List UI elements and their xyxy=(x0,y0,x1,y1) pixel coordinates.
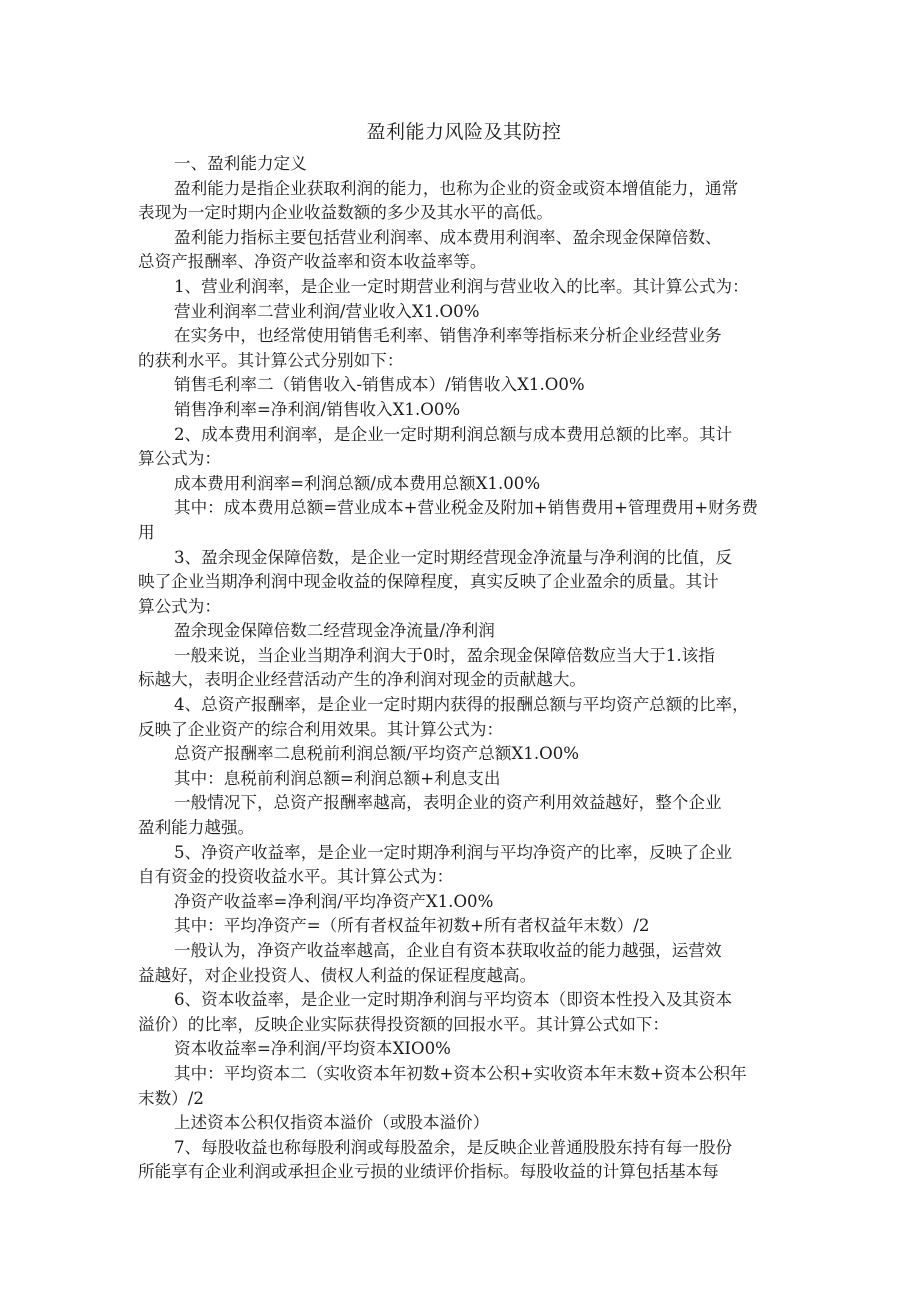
text-line: 总资产报酬率二息税前利润总额/平均资产总额X1.O0% xyxy=(174,744,580,764)
text-line: 末数）/2 xyxy=(138,1088,204,1108)
document-page xyxy=(138,112,790,1185)
document-title: 盈利能力风险及其防控 xyxy=(366,121,562,143)
text-line: 自有资金的投资收益水平。其计算公式为： xyxy=(138,867,454,887)
text-line: 反映了企业资产的综合利用效果。其计算公式为： xyxy=(138,719,504,739)
text-line: 一般情况下，总资产报酬率越高，表明企业的资产利用效益越好，整个企业 xyxy=(174,793,722,813)
text-line: 其中：息税前利润总额=利润总额+利息支出 xyxy=(174,768,501,788)
text-line: 在实务中，也经常使用销售毛利率、销售净利率等指标来分析企业经营业务 xyxy=(174,326,722,346)
text-line: 销售毛利率二（销售收入-销售成本）/销售收入X1.O0% xyxy=(174,375,585,395)
text-line: 映了企业当期净利润中现金收益的保障程度，真实反映了企业盈余的质量。其计 xyxy=(138,572,719,592)
text-line: 4、总资产报酬率，是企业一定时期内获得的报酬总额与平均资产总额的比率， xyxy=(174,695,749,715)
text-line: 算公式为： xyxy=(138,449,221,469)
text-line: 1、营业利润率，是企业一定时期营业利润与营业收入的比率。其计算公式为： xyxy=(174,276,749,296)
document-body xyxy=(138,152,790,1185)
text-line: 盈利能力越强。 xyxy=(138,818,255,838)
text-line: 3、盈余现金保障倍数，是企业一定时期经营现金净流量与净利润的比值，反 xyxy=(174,547,733,567)
text-line: 益越好，对企业投资人、债权人利益的保证程度越高。 xyxy=(138,965,537,985)
text-line: 营业利润率二营业利润/营业收入X1.O0% xyxy=(174,301,480,321)
text-line: 一般认为，净资产收益率越高，企业自有资本获取收益的能力越强，运营效 xyxy=(174,941,722,960)
text-line: 盈利能力是指企业获取利润的能力，也称为企业的资金或资本增值能力，通常 xyxy=(174,178,739,198)
text-line: 6、资本收益率，是企业一定时期净利润与平均资本（即资本性投入及其资本 xyxy=(174,990,733,1010)
text-line: 2、成本费用利润率，是企业一定时期利润总额与成本费用总额的比率。其计 xyxy=(174,424,733,444)
text-line: 其中：成本费用总额=营业成本+营业税金及附加+销售费用+管理费用+财务费 xyxy=(174,498,758,518)
text-line: 用 xyxy=(138,522,155,542)
text-line: 一般来说，当企业当期净利润大于0时，盈余现金保障倍数应当大于1.该指 xyxy=(174,645,715,665)
text-line: 成本费用利润率=利润总额/成本费用总额X1.00% xyxy=(174,473,541,493)
text-line: 其中：平均净资产=（所有者权益年初数+所有者权益年末数）/2 xyxy=(174,916,650,936)
text-line: 溢价）的比率，反映企业实际获得投资额的回报水平。其计算公式如下： xyxy=(138,1014,669,1034)
text-line: 资本收益率=净利润/平均资本XIO0% xyxy=(174,1039,451,1059)
text-line: 5、净资产收益率，是企业一定时期净利润与平均净资产的比率，反映了企业 xyxy=(174,842,733,862)
text-line: 其中：平均资本二（实收资本年初数+资本公积+实收资本年末数+资本公积年 xyxy=(174,1063,747,1083)
text-line: 盈利能力指标主要包括营业利润率、成本费用利润率、盈余现金保障倍数、 xyxy=(174,227,722,247)
text-line: 标越大，表明企业经营活动产生的净利润对现金的贡献越大。 xyxy=(138,670,587,690)
text-line: 一、盈利能力定义 xyxy=(174,154,307,173)
text-line: 盈余现金保障倍数二经营现金净流量/净利润 xyxy=(174,621,495,641)
text-line: 7、每股收益也称每股利润或每股盈余，是反映企业普通股股东持有每一股份 xyxy=(174,1137,733,1157)
text-line: 净资产收益率=净利润/平均净资产X1.O0% xyxy=(174,891,494,911)
text-line: 上述资本公积仅指资本溢价（或股本溢价） xyxy=(174,1113,490,1133)
text-line: 的获利水平。其计算公式分别如下： xyxy=(138,350,404,370)
text-line: 销售净利率=净利润/销售收入X1.O0% xyxy=(174,399,461,419)
text-line: 表现为一定时期内企业收益数额的多少及其水平的高低。 xyxy=(138,203,553,223)
text-line: 总资产报酬率、净资产收益率和资本收益率等。 xyxy=(138,252,487,272)
text-line: 算公式为： xyxy=(138,596,221,616)
text-line: 所能享有企业利润或承担企业亏损的业绩评价指标。每股收益的计算包括基本每 xyxy=(138,1162,719,1182)
